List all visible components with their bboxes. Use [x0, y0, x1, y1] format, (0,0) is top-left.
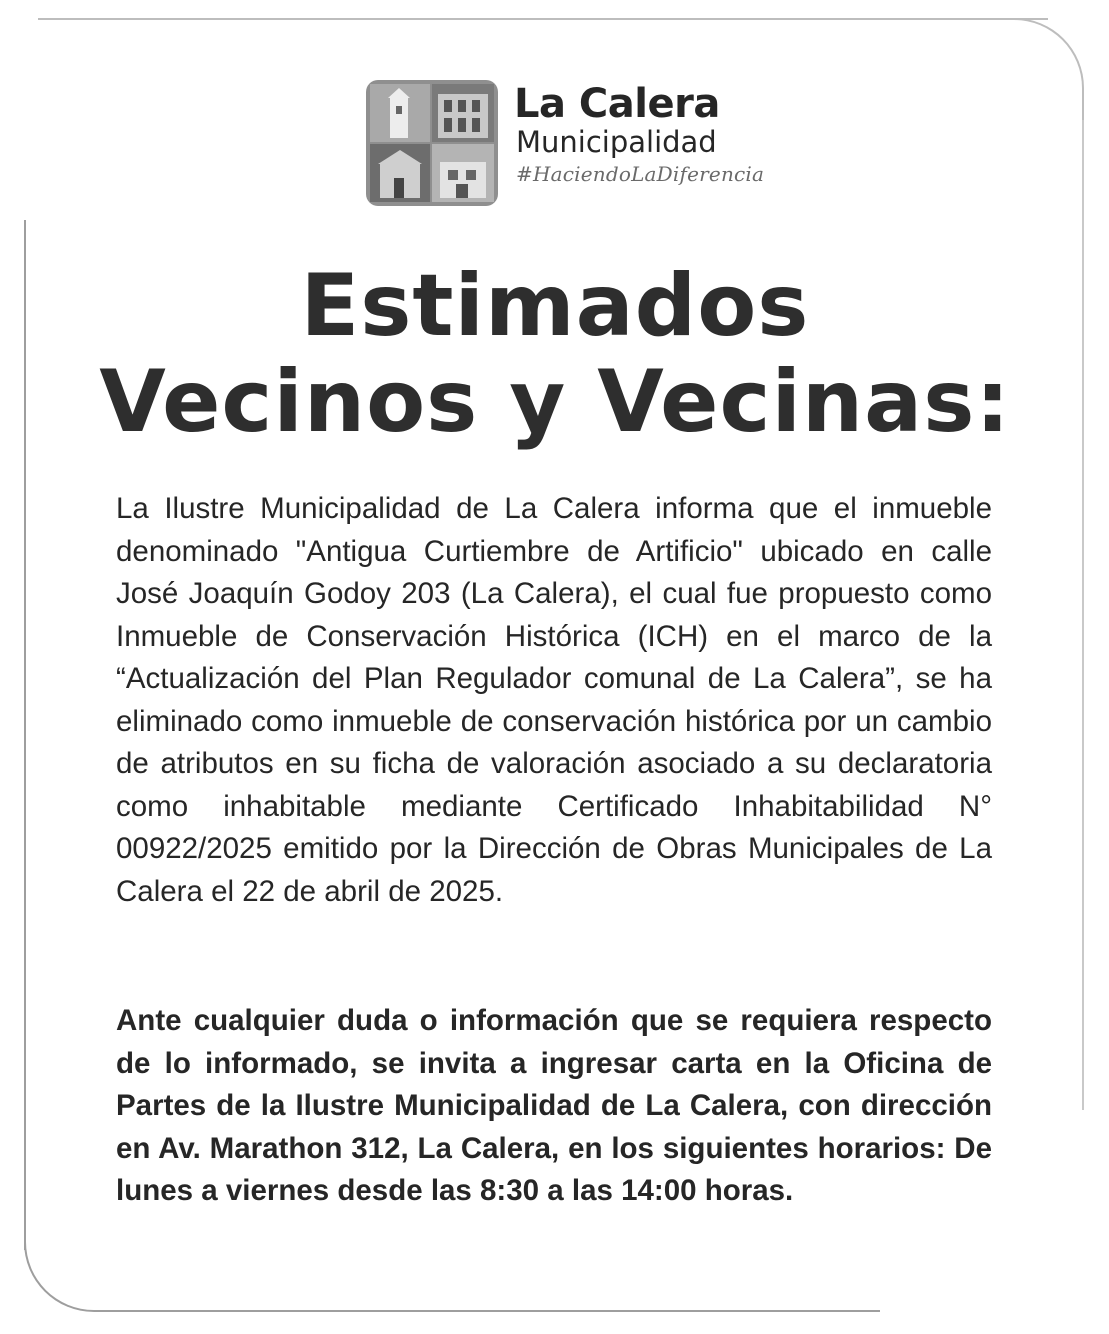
notice-paragraph: La Ilustre Municipalidad de La Calera informa que el inmueble denominado "Antigua Curtiembre de Artificio" ubicado en calle José Joaquín Godoy 203 (La Calera), el cual fue propuesto como Inmueble de Conservación Histórica (ICH) en el marco de la “Actualización del Plan Regulador comunal de La Calera”, se ha eliminado como inmueble de conservación histórica por un cambio de atributos en su ficha de valoración asociado a su declaratoria como inhabitable mediante Certificado Inhabitabilidad N° 00922/2025 emitido por la Dirección de Obras Municipales de La Calera el 22 de abril de 2025. — [116, 492, 992, 908]
logo-hashtag: #HaciendoLaDiferencia — [516, 162, 765, 186]
logo-name: La Calera — [514, 81, 720, 127]
frame-top-line — [38, 18, 1048, 20]
contact-paragraph: Ante cualquier duda o información que se requiera respecto de lo informado, se invita a ingresar carta en la Oficina de Partes de la Ilustre Municipalidad de La Calera, con dirección en Av. Marathon 312, La Calera, en los siguientes horarios: De lunes a viernes desde las 8:30 a las 14:00 horas. — [116, 1004, 992, 1207]
municipality-logo — [366, 80, 766, 210]
frame-top-right-corner — [980, 18, 1084, 128]
frame-left-line — [24, 220, 26, 1250]
page-title — [60, 258, 1050, 450]
building-collage-icon — [366, 80, 498, 206]
frame-bottom-line — [120, 1310, 880, 1312]
frame-right-line — [1082, 120, 1084, 1110]
logo-subtitle: Municipalidad — [516, 125, 717, 159]
frame-bottom-left-corner — [24, 1230, 134, 1312]
title-line-1: Estimados — [300, 256, 810, 356]
title-line-2: Vecinos y Vecinas: — [99, 352, 1011, 452]
